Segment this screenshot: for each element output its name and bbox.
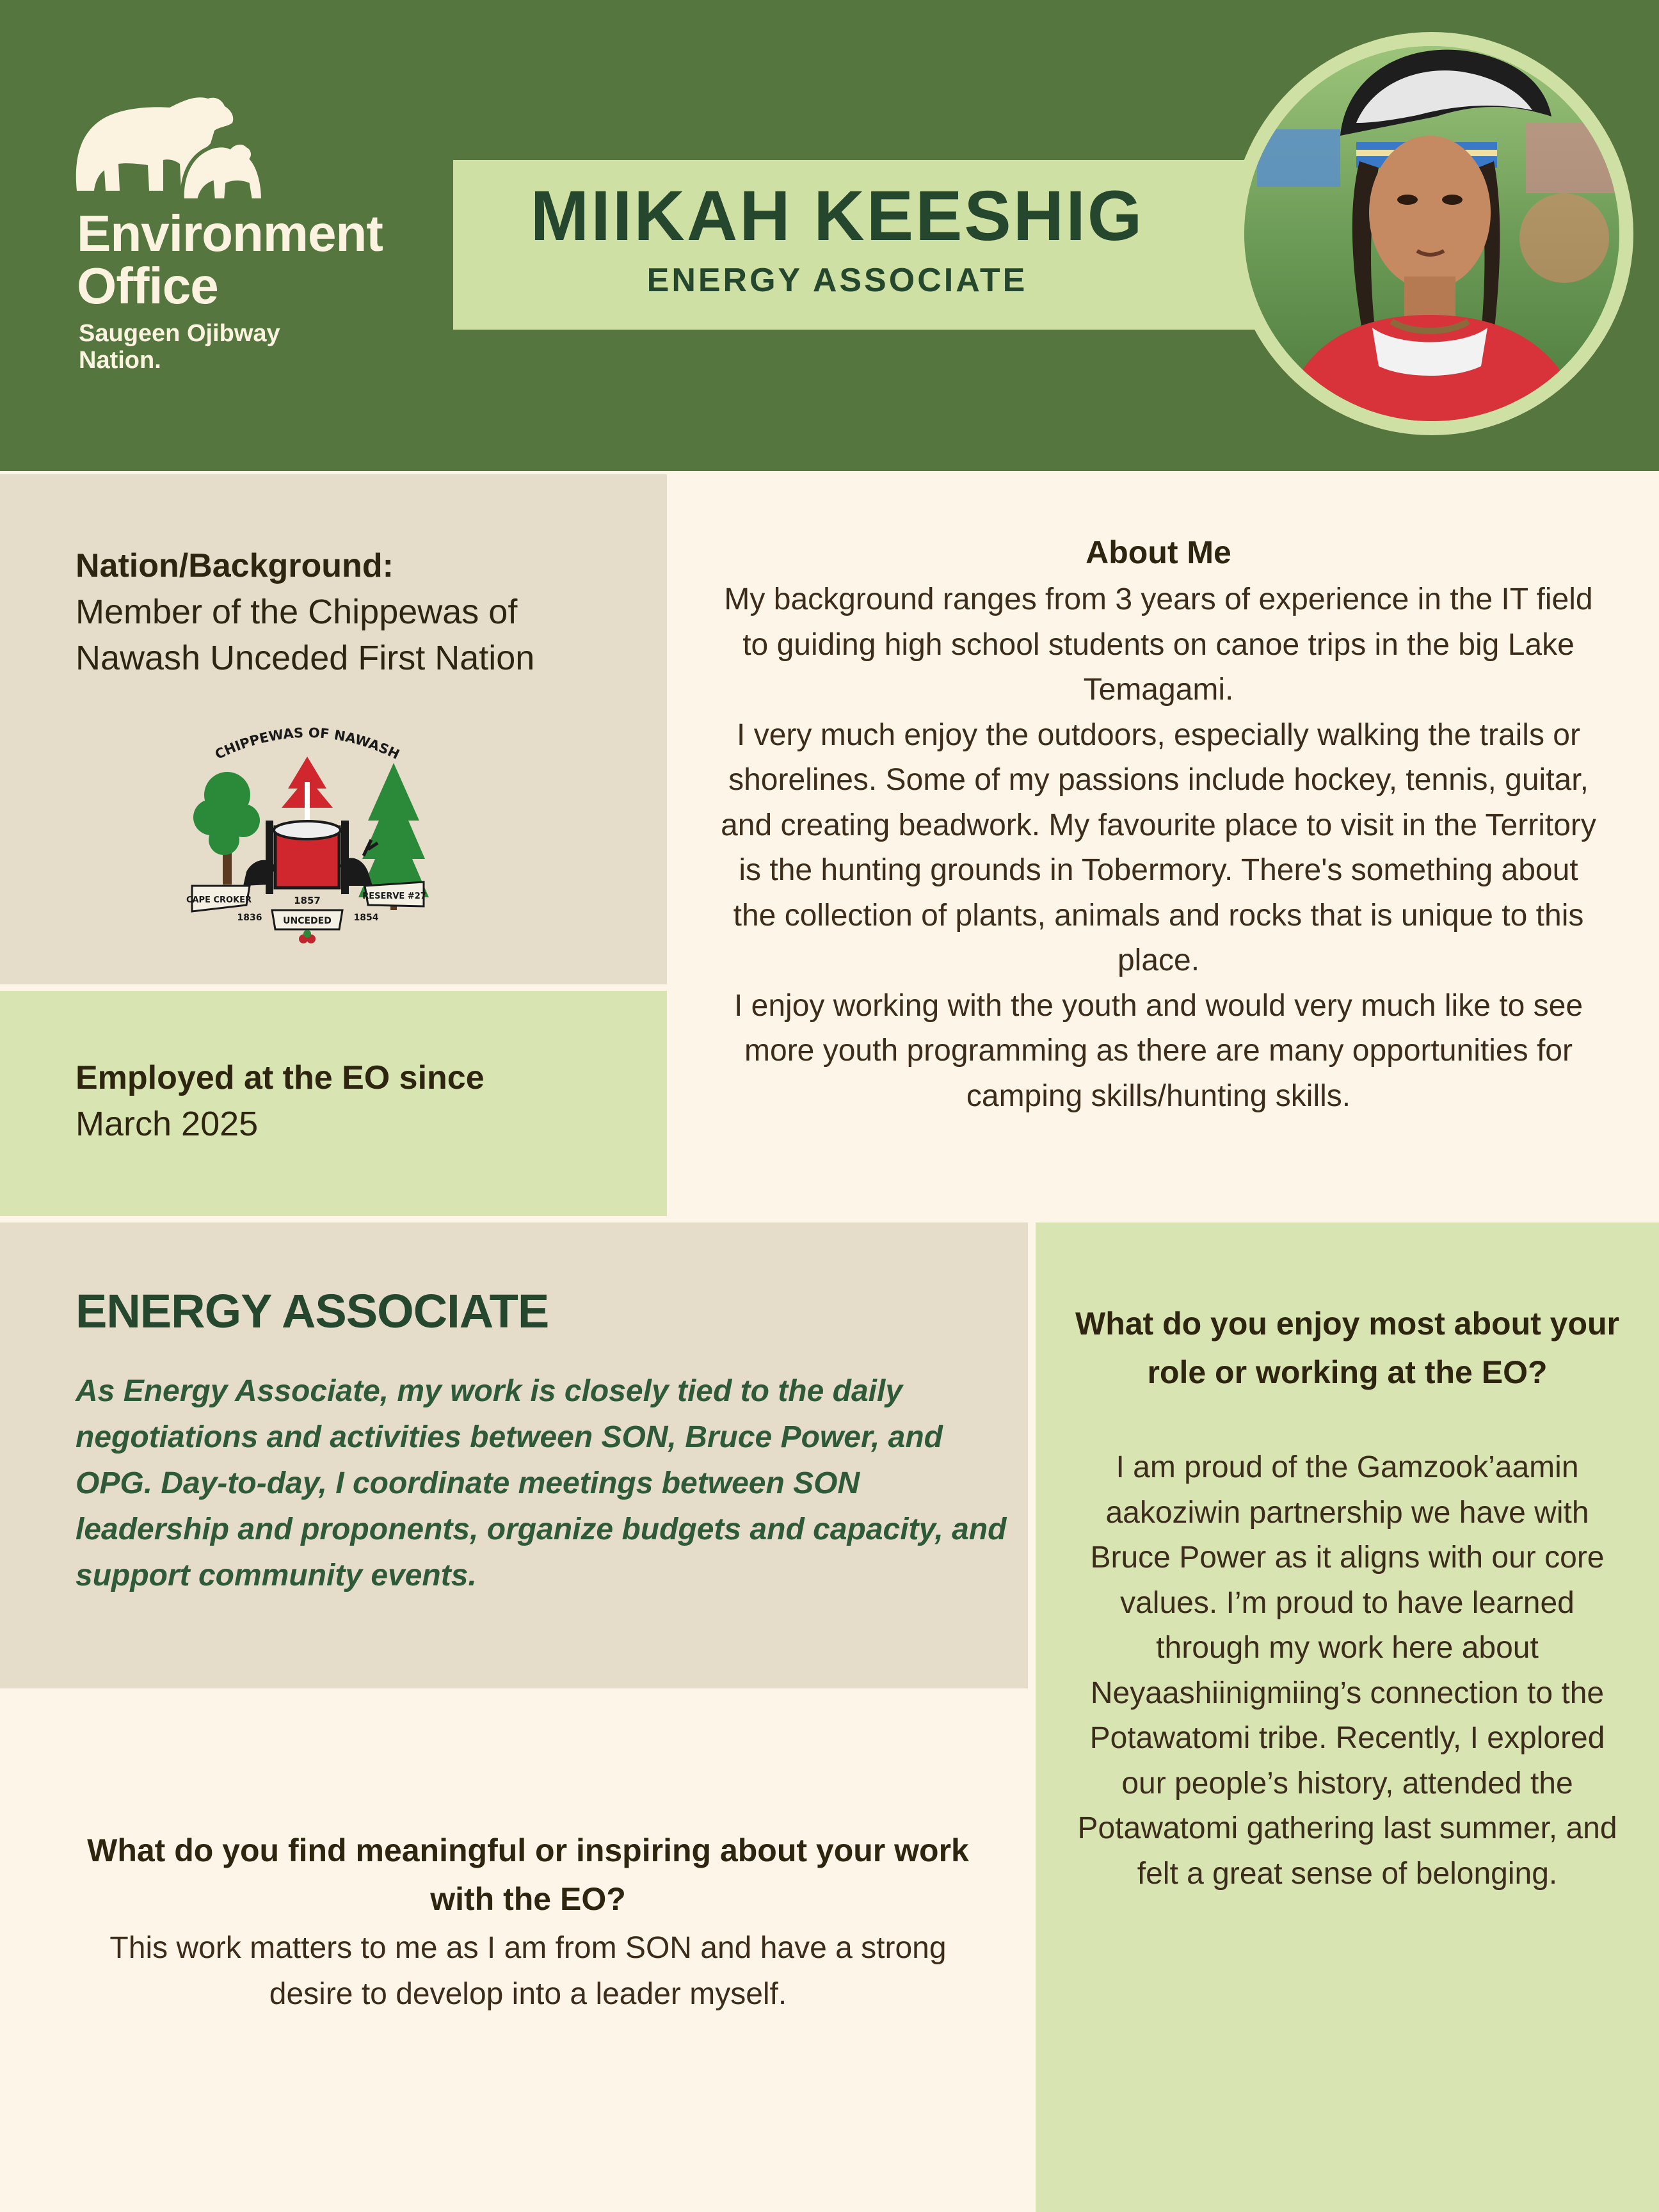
about-paragraph-2: I very much enjoy the outdoors, especially walking the trails or shorelines. Some of my passions include hockey, tennis, guitar, and creating beadwork. My favourite place to visit in the Territory is the hunting grounds in Tobermory. There's something about the collection of plants, animals and rocks that is unique to this place.: [721, 717, 1596, 977]
emblem-left-banner: CAPE CROKER: [186, 895, 252, 905]
person-name: MIIKAH KEESHIG: [530, 177, 1144, 255]
logo-line-environment: Environment: [77, 205, 383, 262]
role-section-body: As Energy Associate, my work is closely tied to the daily negotiations and activities between SON, Bruce Power, and OPG. Day-to-day, I coordinate meetings between SON leadership and proponents, organize budgets and capacity, and support community events.: [76, 1374, 1007, 1592]
name-banner: [453, 160, 1285, 330]
logo-line-office: Office: [77, 257, 218, 314]
about-me-body: [717, 577, 1600, 1119]
about-me-title: About Me: [1086, 534, 1231, 570]
about-paragraph-3: I enjoy working with the youth and would very much like to see more youth programming as there are many opportunities for camping skills/hunting skills.: [733, 988, 1583, 1113]
role-section-title: ENERGY ASSOCIATE: [76, 1285, 549, 1338]
about-paragraph-1: My background ranges from 3 years of experience in the IT field to guiding high school students on canoe trips in the big Lake Temagami.: [724, 582, 1593, 707]
chippewas-of-nawash-emblem: [186, 718, 429, 949]
bear-family-icon: [74, 88, 266, 200]
logo-line-nation: Nation.: [79, 347, 161, 374]
emblem-right-banner: RESERVE #27: [362, 892, 426, 901]
employed-heading: Employed at the EO since: [76, 1059, 485, 1096]
environment-office-logo: [74, 88, 432, 389]
employed-value: March 2025: [76, 1105, 259, 1143]
emblem-bottom-banner: UNCEDED: [283, 916, 332, 926]
emblem-year-right: 1854: [353, 913, 379, 923]
nation-value: Member of the Chippewas of Nawash Unceded First Nation: [76, 593, 535, 677]
enjoy-question: What do you enjoy most about your role or working at the EO?: [1075, 1306, 1619, 1390]
enjoy-answer: I am proud of the Gamzook’aamin aakoziwin partnership we have with Bruce Power as it aligns with our core values. I’m proud to have learned through my work here about Neyaashiinigmiing’s connection to the Potawatomi tribe. Recently, I explored our people’s history, attended the Potawatomi gathering last summer, and felt a great sense of belonging.: [1077, 1450, 1617, 1891]
profile-portrait: [1244, 46, 1619, 421]
meaningful-answer: This work matters to me as I am from SON and have a strong desire to develop into a leader myself.: [109, 1931, 947, 2011]
nation-heading: Nation/Background:: [76, 547, 394, 584]
meaningful-question: What do you find meaningful or inspiring about your work with the EO?: [87, 1832, 969, 1917]
emblem-arc-text: CHIPPEWAS OF NAWASH: [212, 725, 402, 763]
emblem-year-left: 1836: [237, 913, 262, 923]
person-role: ENERGY ASSOCIATE: [646, 262, 1028, 299]
logo-line-saugeen: Saugeen Ojibway: [79, 320, 280, 347]
emblem-center-year: 1857: [294, 895, 321, 906]
